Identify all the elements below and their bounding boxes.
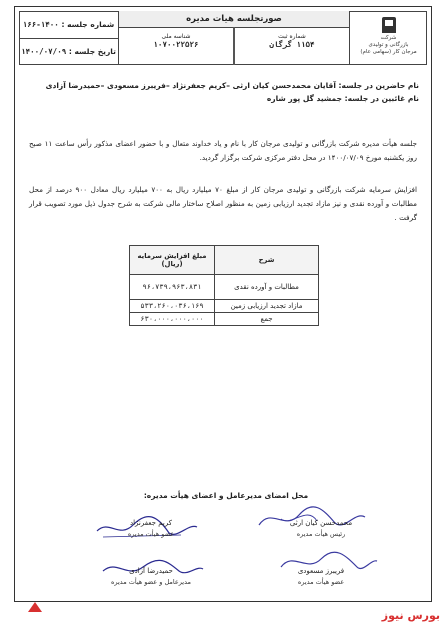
- signer-3-name: فریبرز مسعودی: [297, 567, 345, 575]
- signer-4-name: حمیدرضا آزادی: [129, 567, 173, 575]
- document-page: [14, 6, 432, 602]
- table-row: [130, 275, 319, 300]
- present-members: نام حاضرین در جلسه: آقایان محمدحسن کیان ارثی –کریم جعفرنژاد –فریبرز مسعودی –حمیدرضا آزادی: [45, 81, 419, 90]
- signer-1-name: محمدحسن کیان ارثی: [289, 519, 353, 527]
- column-description: شرح: [215, 246, 319, 275]
- row-amount: ۵۳۳،۲۶۰،۰۳۶،۱۶۹: [130, 300, 215, 313]
- row-desc: جمع: [215, 313, 319, 326]
- document-header: [19, 11, 427, 65]
- national-id-value: ۱۰۷۰۰۲۲۵۲۶: [153, 40, 199, 49]
- company-logo-icon: [382, 17, 396, 33]
- absent-members: نام غائبین در جلسه: جمشید گل پور شاره: [266, 94, 419, 103]
- row-amount: ۹۶،۷۳۹،۹۶۳،۸۳۱: [130, 275, 215, 300]
- national-id-cell: [119, 27, 234, 65]
- registration-label: شماره ثبت: [278, 33, 306, 40]
- session-number-row: [19, 11, 118, 39]
- watermark-logo-icon: [26, 600, 44, 614]
- row-desc: مطالبات و آورده نقدی: [215, 275, 319, 300]
- capital-increase-paragraph: افزایش سرمایه شرکت بازرگانی و تولیدی مرجان کار از مبلغ ۷۰ میلیارد ریال به ۷۰۰ میلیارد ریال معادل ۹۰۰ درصد از محل مطالبات و آورده نقدی و نیز مازاد تجدید ارزیابی زمین به منظور اصلاح ساختار مالی شرکت به شرح جدول ذیل مورد تصویب قرار گرفت .: [29, 185, 417, 222]
- session-number-label: شماره جلسه :: [61, 20, 115, 29]
- opening-paragraph: جلسه هیأت مدیره شرکت بازرگانی و تولیدی مرجان کار با نام و یاد خداوند متعال و با حضور اعضای مذکور رأس ساعت ۱۱ صبح روز یکشنبه مورخ ۱۴۰۰/۰۷/۰۹ در محل دفتر مرکزی شرکت برگزار گردید.: [29, 139, 417, 162]
- company-logo-box: [349, 11, 427, 65]
- signer-4-role: مدیرعامل و عضو هیأت مدیره: [110, 578, 191, 586]
- session-date-row: [19, 38, 118, 65]
- national-id-label: شناسه ملی: [161, 33, 191, 40]
- company-word: شرکت: [380, 35, 397, 41]
- row-amount: ۶۳۰،۰۰۰،۰۰۰،۰۰۰: [130, 313, 215, 326]
- signature-area: [51, 481, 401, 587]
- document-title: صورتجلسه هیات مدیره: [119, 11, 349, 28]
- session-date-value: ۱۴۰۰/۰۷/۰۹: [21, 47, 67, 56]
- watermark-text: بورس نیوز: [381, 609, 440, 622]
- row-desc: مازاد تجدید ارزیابی زمین: [215, 300, 319, 313]
- signer-2-name: کریم جعفرنژاد: [129, 519, 172, 527]
- signer-1-role: رئیس هیأت مدیره: [296, 530, 346, 538]
- attendance-block: [27, 79, 419, 105]
- signer-3-role: عضو هیأت مدیره: [297, 578, 345, 586]
- registration-value: ۱۱۵۴ گرگان: [269, 40, 315, 49]
- session-number-value: ۱۴۰۰-۱۶۶: [22, 20, 59, 29]
- table-row: [130, 313, 319, 326]
- signer-2-role: عضو هیأت مدیره: [127, 530, 175, 538]
- registration-cell: [234, 27, 349, 65]
- signature-heading: محل امضای مدیرعامل و اعضای هیأت مدیره:: [143, 491, 309, 500]
- column-amount: مبلغ افزایش سرمایه (ریال): [130, 246, 215, 275]
- session-info-box: [19, 11, 119, 65]
- capital-increase-table: [129, 245, 319, 326]
- company-name-line-2: مرجان کار (سهامی عام): [360, 49, 417, 55]
- company-name-line-1: بازرگانی و تولیدی: [368, 42, 409, 48]
- table-header-row: [130, 246, 319, 275]
- table-row: [130, 300, 319, 313]
- session-date-label: تاریخ جلسه :: [68, 47, 116, 56]
